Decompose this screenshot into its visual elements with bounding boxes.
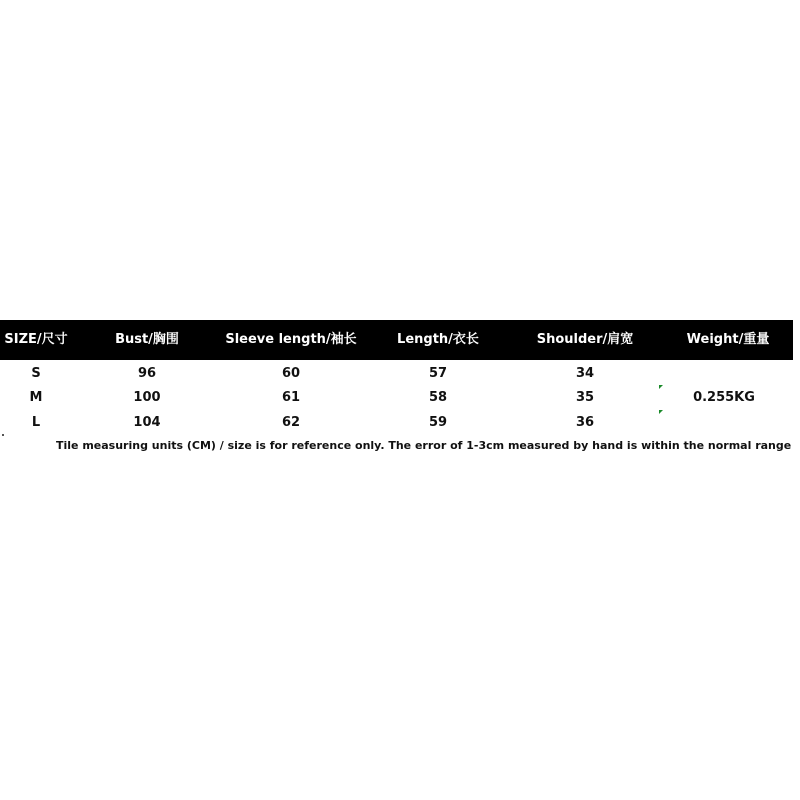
cell-length: 57: [428, 366, 448, 381]
header-bust: Bust/胸围: [115, 332, 179, 347]
size-chart-header: [0, 320, 793, 360]
header-length: Length/衣长: [397, 332, 479, 347]
header-weight: Weight/重量: [686, 332, 770, 347]
header-sleeve-length: Sleeve length/袖长: [225, 332, 357, 347]
weight-value: 0.255KG: [693, 390, 755, 405]
cell-shoulder: 34: [575, 366, 595, 381]
cell-bust: 104: [133, 415, 161, 430]
cell-sleeve-length: 60: [281, 366, 301, 381]
cell-bust: 100: [133, 390, 161, 405]
cell-length: 59: [428, 415, 448, 430]
cell-size: L: [31, 415, 41, 430]
cell-size: S: [31, 366, 41, 381]
header-size: SIZE/尺寸: [4, 332, 68, 347]
corner-mark-icon: [659, 410, 663, 414]
cell-length: 58: [428, 390, 448, 405]
cell-sleeve-length: 62: [281, 415, 301, 430]
cell-sleeve-length: 61: [281, 390, 301, 405]
cell-bust: 96: [137, 366, 157, 381]
cell-size: M: [29, 390, 43, 405]
corner-mark-icon: [659, 385, 663, 389]
cell-shoulder: 36: [575, 415, 595, 430]
cell-shoulder: 35: [575, 390, 595, 405]
measurement-note: Tile measuring units (CM) / size is for reference only. The error of 1-3cm measured by hand is within the normal range: [56, 439, 792, 452]
stray-dot: [2, 434, 4, 436]
header-shoulder: Shoulder/肩宽: [536, 332, 634, 347]
